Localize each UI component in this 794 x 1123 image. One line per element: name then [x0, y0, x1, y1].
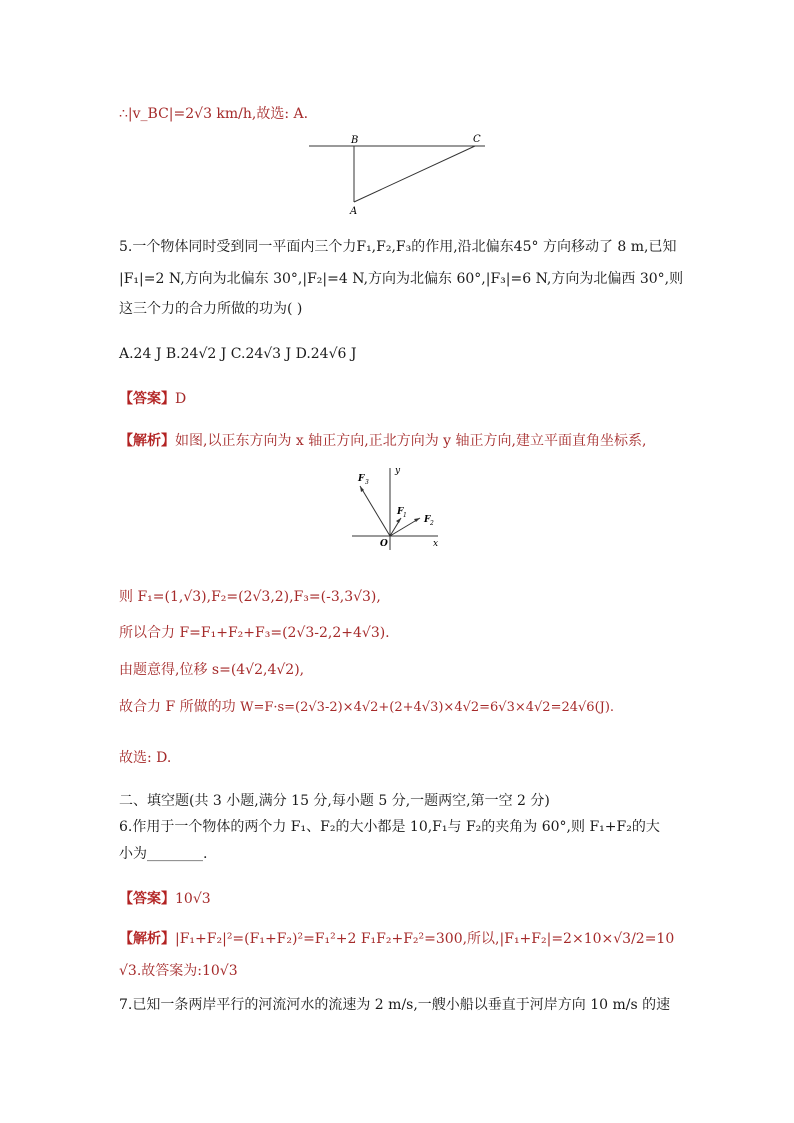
label-a: A [350, 206, 358, 217]
resultant-force: 所以合力 F=F₁+F₂+F₃=(2√3-2,2+4√3). [119, 625, 390, 641]
choose-answer: 故选: D. [119, 750, 172, 766]
explanation-6-end: √3.故答案为:10√3 [119, 963, 238, 979]
label-f1-sub: 1 [403, 512, 407, 519]
section-2-heading: 二、填空题(共 3 小题,满分 15 分,每小题 5 分,一题两空,第一空 2 分) [119, 793, 550, 809]
answer-6 [119, 890, 211, 908]
work-formula: W=F·s=(2√3-2)×4√2+(2+4√3)×4√2=6√3×4√2=24√6(J). [240, 700, 615, 715]
label-f3-sub: 3 [365, 479, 369, 486]
explanation-text: |F₁+F₂|²=(F₁+F₂)²=F₁²+2 F₁F₂+F₂²=300,所以,|F₁+F₂|=2×10×√3/2=10 [175, 931, 675, 947]
answer-label: 【答案】 [119, 891, 175, 907]
label-f2-sub: 2 [430, 520, 434, 527]
question-5-line-3: 这三个力的合力所做的功为( ) [119, 301, 303, 317]
displacement: 由题意得,位移 s=(4√2,4√2), [119, 662, 305, 678]
question-5-line-1: 5.一个物体同时受到同一平面内三个力F₁,F₂,F₃的作用,沿北偏东45° 方向移动了 8 m,已知 [119, 239, 677, 255]
work-intro: 故合力 F 所做的功 [119, 699, 241, 715]
label-y: y [395, 466, 401, 476]
force-vector-figure [348, 462, 448, 554]
explanation-6 [119, 930, 674, 948]
answer-label: 【答案】 [119, 391, 175, 407]
question-7-line-1: 7.已知一条两岸平行的河流河水的流速为 2 m/s,一艘小船以垂直于河岸方向 10 m/s 的速 [119, 997, 671, 1013]
answer-5 [119, 390, 186, 408]
explanation-label: 【解析】 [119, 433, 175, 449]
side-ac [354, 146, 475, 202]
label-origin: O [380, 539, 388, 549]
label-x: x [433, 539, 439, 549]
label-f1: F [397, 507, 404, 517]
vector-f3 [360, 486, 390, 536]
question-6-line-2: 小为________. [119, 846, 208, 862]
work-calculation [119, 698, 614, 717]
force-components: 则 F₁=(1,√3),F₂=(2√3,2),F₃=(-3,3√3), [119, 589, 381, 605]
label-f2: F [424, 515, 431, 525]
label-c: C [473, 134, 481, 145]
label-b: B [351, 135, 359, 146]
label-f3: F [358, 474, 365, 484]
velocity-result-line: ∴|v_BC|=2√3 km/h,故选: A. [119, 106, 309, 122]
answer-value: D [175, 391, 187, 407]
explanation-text: 如图,以正东方向为 x 轴正方向,正北方向为 y 轴正方向,建立平面直角坐标系, [175, 433, 647, 449]
question-6-line-1: 6.作用于一个物体的两个力 F₁、F₂的大小都是 10,F₁与 F₂的夹角为 60°,则 F₁+F₂的大 [119, 819, 660, 835]
question-5-options: A.24 J B.24√2 J C.24√3 J D.24√6 J [119, 346, 357, 362]
question-5-line-2: |F₁|=2 N,方向为北偏东 30°,|F₂|=4 N,方向为北偏东 60°,|F₃|=6 N,方向为北偏西 30°,则 [119, 271, 684, 287]
explanation-label: 【解析】 [119, 931, 175, 947]
answer-value: 10√3 [175, 891, 211, 907]
triangle-figure [305, 132, 490, 218]
explanation-5 [119, 432, 646, 450]
